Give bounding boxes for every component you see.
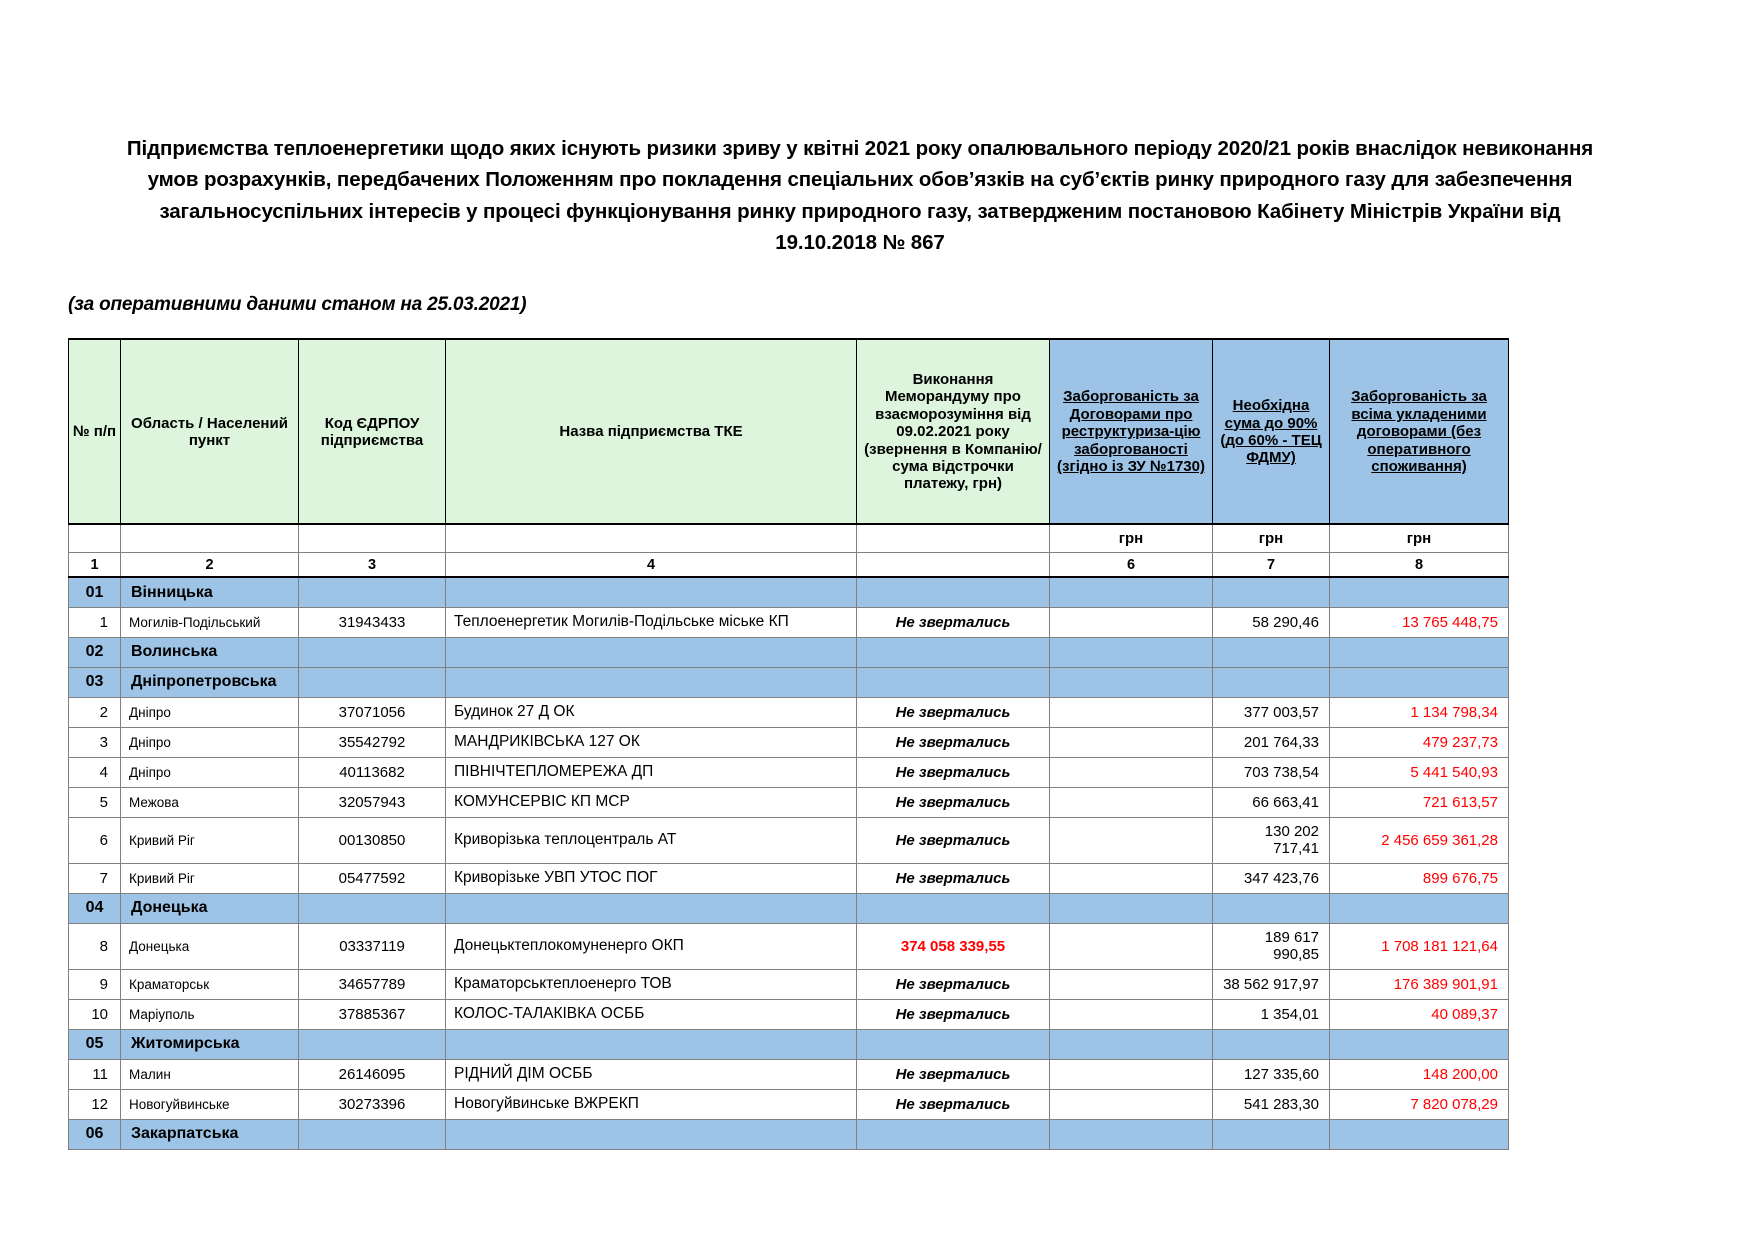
region-restructuring: [1050, 637, 1213, 667]
region-code: 04: [69, 893, 121, 923]
region-row: [69, 1029, 1509, 1059]
row-number: 8: [69, 923, 121, 969]
row-needed-sum: 703 738,54: [1213, 757, 1330, 787]
row-restructuring-debt: [1050, 1059, 1213, 1089]
region-total-debt: [1330, 577, 1509, 607]
row-edrpou: 30273396: [299, 1089, 446, 1119]
colnum-2: 2: [121, 552, 299, 577]
region-company: [446, 637, 857, 667]
row-total-debt: 1 134 798,34: [1330, 697, 1509, 727]
region-name: Волинська: [121, 637, 299, 667]
row-needed-sum: 347 423,76: [1213, 863, 1330, 893]
row-needed-sum: 201 764,33: [1213, 727, 1330, 757]
row-restructuring-debt: [1050, 697, 1213, 727]
row-memorandum: Не звертались: [857, 607, 1050, 637]
row-memorandum: Не звертались: [857, 999, 1050, 1029]
row-number: 1: [69, 607, 121, 637]
region-edrpou: [299, 577, 446, 607]
header-memorandum: Виконання Меморандуму про взаєморозуміння від 09.02.2021 року (звернення в Компанію/сума відстрочки платежу, грн): [857, 339, 1050, 524]
row-edrpou: 31943433: [299, 607, 446, 637]
row-needed-sum: 58 290,46: [1213, 607, 1330, 637]
row-number: 11: [69, 1059, 121, 1089]
row-number: 12: [69, 1089, 121, 1119]
colnum-6: 6: [1050, 552, 1213, 577]
unit-edrpou: [299, 524, 446, 552]
row-locality: Донецька: [121, 923, 299, 969]
row-restructuring-debt: [1050, 787, 1213, 817]
row-locality: Новогуйвинське: [121, 1089, 299, 1119]
region-needed-sum: [1213, 667, 1330, 697]
row-total-debt: 721 613,57: [1330, 787, 1509, 817]
row-number: 10: [69, 999, 121, 1029]
region-company: [446, 577, 857, 607]
row-restructuring-debt: [1050, 757, 1213, 787]
row-restructuring-debt: [1050, 727, 1213, 757]
document-title: Підприємства теплоенергетики щодо яких існують ризики зриву у квітні 2021 року опалювального періоду 2020/21 років внаслідок невиконання умов розрахунків, передбачених Положенням про покладення спеціальних обов’язків на суб’єктів ринку природного газу для забезпечення загальносуспільних інтересів у процесі функціонування ринку природного газу, затвердженим постановою Кабінету Міністрів України від 19.10.2018 № 867: [126, 137, 1594, 255]
table-row: [69, 969, 1509, 999]
region-needed-sum: [1213, 1029, 1330, 1059]
row-memorandum: 374 058 339,55: [857, 923, 1050, 969]
region-edrpou: [299, 667, 446, 697]
region-code: 06: [69, 1119, 121, 1149]
row-memorandum: Не звертались: [857, 1059, 1050, 1089]
row-total-debt: 7 820 078,29: [1330, 1089, 1509, 1119]
region-restructuring: [1050, 667, 1213, 697]
enterprises-table: [68, 338, 1509, 1150]
colnum-4: 4: [446, 552, 857, 577]
table-row: [69, 999, 1509, 1029]
region-row: [69, 1119, 1509, 1149]
table-row: [69, 863, 1509, 893]
row-company-name: Теплоенергетик Могилів-Подільське міське КП: [446, 607, 857, 637]
row-memorandum: Не звертались: [857, 697, 1050, 727]
unit-memorandum: [857, 524, 1050, 552]
row-locality: Малин: [121, 1059, 299, 1089]
row-memorandum: Не звертались: [857, 1089, 1050, 1119]
region-memorandum: [857, 667, 1050, 697]
row-total-debt: 176 389 901,91: [1330, 969, 1509, 999]
row-needed-sum: 377 003,57: [1213, 697, 1330, 727]
header-restructuring-debt-text: Заборгованість за Договорами про реструктуриза-цію заборгованості (згідно із ЗУ №1730): [1057, 388, 1205, 476]
row-restructuring-debt: [1050, 969, 1213, 999]
region-code: 02: [69, 637, 121, 667]
row-restructuring-debt: [1050, 1089, 1213, 1119]
region-edrpou: [299, 1119, 446, 1149]
row-locality: Маріуполь: [121, 999, 299, 1029]
region-total-debt: [1330, 893, 1509, 923]
row-needed-sum: 127 335,60: [1213, 1059, 1330, 1089]
row-needed-sum: 130 202 717,41: [1213, 817, 1330, 863]
region-restructuring: [1050, 1029, 1213, 1059]
row-number: 4: [69, 757, 121, 787]
header-restructuring-debt: [1050, 339, 1213, 524]
row-company-name: Краматорськтеплоенерго ТОВ: [446, 969, 857, 999]
header-needed-sum: [1213, 339, 1330, 524]
table-column-numbers-row: [69, 552, 1509, 577]
colnum-3: 3: [299, 552, 446, 577]
header-company-name: Назва підприємства ТКЕ: [446, 339, 857, 524]
region-restructuring: [1050, 893, 1213, 923]
region-company: [446, 1029, 857, 1059]
row-edrpou: 40113682: [299, 757, 446, 787]
row-company-name: МАНДРИКІВСЬКА 127 ОК: [446, 727, 857, 757]
as-of-date: (за оперативними даними станом на 25.03.2021): [68, 294, 527, 316]
row-locality: Дніпро: [121, 697, 299, 727]
region-total-debt: [1330, 1029, 1509, 1059]
unit-no: [69, 524, 121, 552]
region-restructuring: [1050, 577, 1213, 607]
region-needed-sum: [1213, 1119, 1330, 1149]
table-row: [69, 607, 1509, 637]
row-needed-sum: 66 663,41: [1213, 787, 1330, 817]
row-needed-sum: 189 617 990,85: [1213, 923, 1330, 969]
row-edrpou: 00130850: [299, 817, 446, 863]
region-total-debt: [1330, 1119, 1509, 1149]
row-restructuring-debt: [1050, 607, 1213, 637]
row-memorandum: Не звертались: [857, 787, 1050, 817]
region-needed-sum: [1213, 893, 1330, 923]
table-row: [69, 757, 1509, 787]
row-total-debt: 2 456 659 361,28: [1330, 817, 1509, 863]
row-number: 9: [69, 969, 121, 999]
region-name: Вінницька: [121, 577, 299, 607]
region-code: 01: [69, 577, 121, 607]
region-name: Дніпропетровська: [121, 667, 299, 697]
row-edrpou: 26146095: [299, 1059, 446, 1089]
region-company: [446, 667, 857, 697]
colnum-5: [857, 552, 1050, 577]
table-row: [69, 727, 1509, 757]
row-company-name: Будинок 27 Д ОК: [446, 697, 857, 727]
region-memorandum: [857, 1119, 1050, 1149]
region-code: 03: [69, 667, 121, 697]
table-row: [69, 697, 1509, 727]
table-row: [69, 1059, 1509, 1089]
region-total-debt: [1330, 667, 1509, 697]
row-number: 7: [69, 863, 121, 893]
region-row: [69, 577, 1509, 607]
unit-locality: [121, 524, 299, 552]
region-name: Закарпатська: [121, 1119, 299, 1149]
table-units-row: [69, 524, 1509, 552]
region-restructuring: [1050, 1119, 1213, 1149]
row-memorandum: Не звертались: [857, 757, 1050, 787]
region-total-debt: [1330, 637, 1509, 667]
row-locality: Дніпро: [121, 727, 299, 757]
region-name: Житомирська: [121, 1029, 299, 1059]
row-edrpou: 37885367: [299, 999, 446, 1029]
header-no: № п/п: [69, 339, 121, 524]
row-number: 2: [69, 697, 121, 727]
row-total-debt: 899 676,75: [1330, 863, 1509, 893]
row-company-name: Донецьктеплокомуненерго ОКП: [446, 923, 857, 969]
row-total-debt: 40 089,37: [1330, 999, 1509, 1029]
row-memorandum: Не звертались: [857, 863, 1050, 893]
region-code: 05: [69, 1029, 121, 1059]
region-memorandum: [857, 1029, 1050, 1059]
row-locality: Дніпро: [121, 757, 299, 787]
table-header-row: [69, 339, 1509, 524]
row-locality: Кривий Ріг: [121, 863, 299, 893]
row-edrpou: 34657789: [299, 969, 446, 999]
row-edrpou: 37071056: [299, 697, 446, 727]
table-row: [69, 923, 1509, 969]
row-restructuring-debt: [1050, 999, 1213, 1029]
row-locality: Краматорськ: [121, 969, 299, 999]
row-company-name: Криворізьке УВП УТОС ПОГ: [446, 863, 857, 893]
row-company-name: КОЛОС-ТАЛАКІВКА ОСББ: [446, 999, 857, 1029]
row-company-name: Криворізька теплоцентраль АТ: [446, 817, 857, 863]
row-locality: Кривий Ріг: [121, 817, 299, 863]
region-needed-sum: [1213, 637, 1330, 667]
colnum-8: 8: [1330, 552, 1509, 577]
header-needed-sum-text: Необхідна сума до 90% (до 60% - ТЕЦ ФДМУ): [1220, 397, 1322, 467]
region-row: [69, 667, 1509, 697]
table-row: [69, 787, 1509, 817]
table-body: [69, 577, 1509, 1149]
region-company: [446, 893, 857, 923]
table-row: [69, 1089, 1509, 1119]
row-total-debt: 5 441 540,93: [1330, 757, 1509, 787]
region-company: [446, 1119, 857, 1149]
region-memorandum: [857, 637, 1050, 667]
row-restructuring-debt: [1050, 817, 1213, 863]
row-locality: Могилів-Подільський: [121, 607, 299, 637]
row-total-debt: 13 765 448,75: [1330, 607, 1509, 637]
row-edrpou: 05477592: [299, 863, 446, 893]
header-total-debt-text: Заборгованість за всіма укладеними договорами (без оперативного споживання): [1351, 388, 1487, 476]
row-total-debt: 479 237,73: [1330, 727, 1509, 757]
unit-total-debt: грн: [1330, 524, 1509, 552]
region-memorandum: [857, 893, 1050, 923]
region-row: [69, 637, 1509, 667]
table-container: [0, 316, 1755, 1150]
header-edrpou: Код ЄДРПОУ підприємства: [299, 339, 446, 524]
row-edrpou: 32057943: [299, 787, 446, 817]
region-needed-sum: [1213, 577, 1330, 607]
row-number: 3: [69, 727, 121, 757]
row-needed-sum: 38 562 917,97: [1213, 969, 1330, 999]
region-memorandum: [857, 577, 1050, 607]
row-number: 5: [69, 787, 121, 817]
row-restructuring-debt: [1050, 923, 1213, 969]
row-edrpou: 35542792: [299, 727, 446, 757]
unit-company-name: [446, 524, 857, 552]
row-company-name: ПІВНІЧТЕПЛОМЕРЕЖА ДП: [446, 757, 857, 787]
header-total-debt: [1330, 339, 1509, 524]
row-total-debt: 148 200,00: [1330, 1059, 1509, 1089]
row-memorandum: Не звертались: [857, 969, 1050, 999]
region-row: [69, 893, 1509, 923]
row-locality: Межова: [121, 787, 299, 817]
row-company-name: Новогуйвинське ВЖРЕКП: [446, 1089, 857, 1119]
colnum-7: 7: [1213, 552, 1330, 577]
unit-needed-sum: грн: [1213, 524, 1330, 552]
row-needed-sum: 541 283,30: [1213, 1089, 1330, 1119]
row-restructuring-debt: [1050, 863, 1213, 893]
row-company-name: КОМУНСЕРВІС КП МСР: [446, 787, 857, 817]
header-locality: Область / Населений пункт: [121, 339, 299, 524]
region-edrpou: [299, 637, 446, 667]
region-edrpou: [299, 893, 446, 923]
region-edrpou: [299, 1029, 446, 1059]
colnum-1: 1: [69, 552, 121, 577]
row-memorandum: Не звертались: [857, 817, 1050, 863]
row-memorandum: Не звертались: [857, 727, 1050, 757]
table-row: [69, 817, 1509, 863]
row-edrpou: 03337119: [299, 923, 446, 969]
row-company-name: РІДНИЙ ДІМ ОСББ: [446, 1059, 857, 1089]
row-total-debt: 1 708 181 121,64: [1330, 923, 1509, 969]
row-needed-sum: 1 354,01: [1213, 999, 1330, 1029]
region-name: Донецька: [121, 893, 299, 923]
row-number: 6: [69, 817, 121, 863]
unit-restructuring-debt: грн: [1050, 524, 1213, 552]
